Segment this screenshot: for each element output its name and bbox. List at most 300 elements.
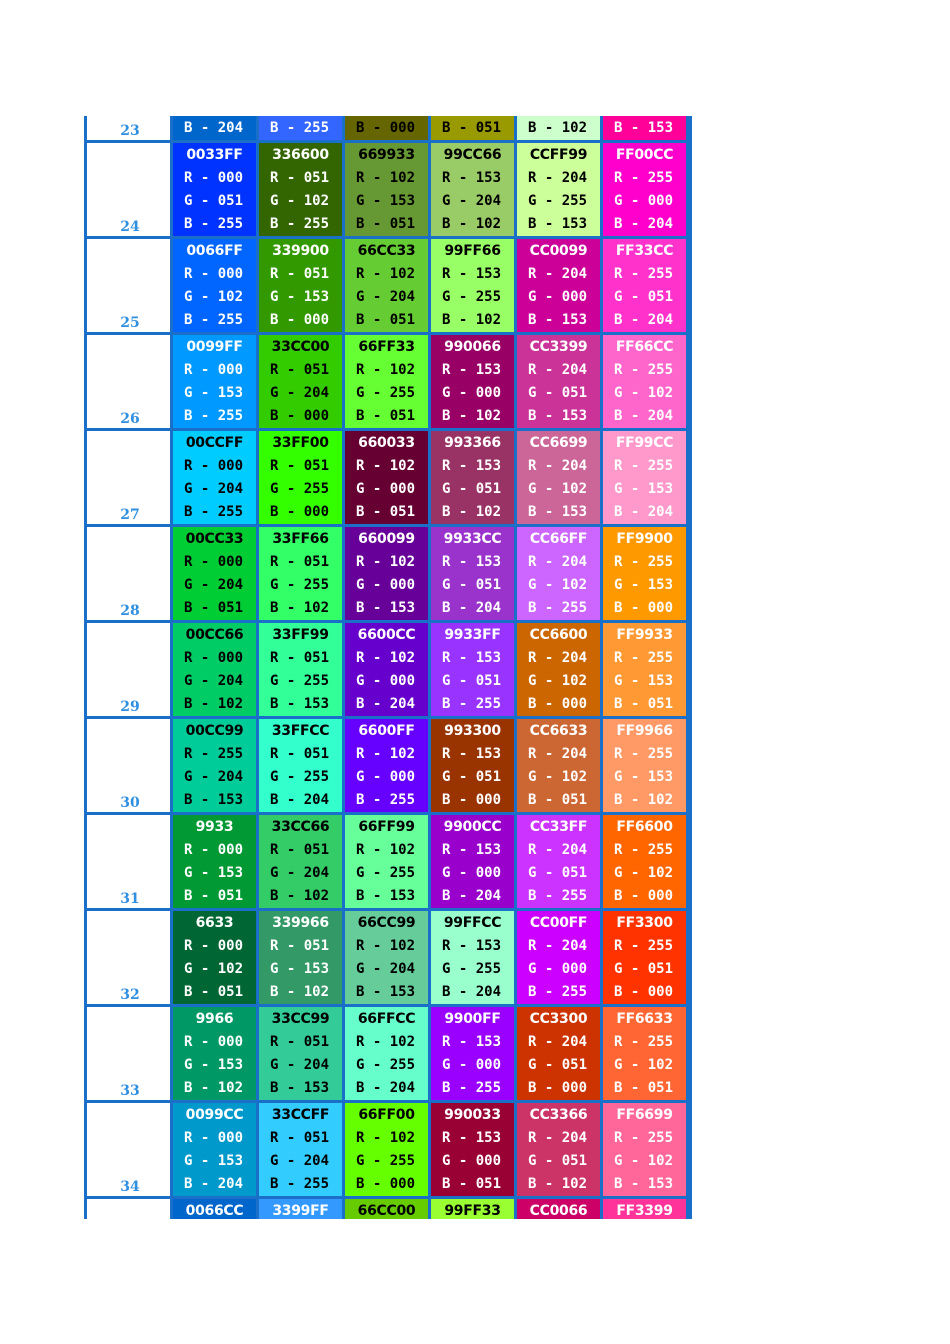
g-value: G - 204	[184, 673, 244, 689]
hex-code: 990066	[444, 339, 501, 355]
hex-code: FF6600	[616, 819, 673, 835]
color-swatch-cell	[345, 431, 428, 524]
r-value: R - 051	[270, 266, 330, 282]
g-value: G - 051	[614, 961, 674, 977]
r-value: R - 153	[442, 746, 502, 762]
hex-code: 99FF33	[444, 1203, 501, 1219]
g-value: G - 255	[442, 289, 502, 305]
r-value: R - 000	[184, 458, 244, 474]
color-swatch-cell	[517, 815, 600, 908]
r-value: R - 102	[356, 554, 416, 570]
g-value: G - 255	[270, 769, 330, 785]
g-value: G - 204	[270, 865, 330, 881]
color-swatch-cell	[259, 1199, 342, 1219]
b-value: B - 102	[528, 1176, 588, 1192]
b-value: B - 204	[614, 216, 674, 232]
color-swatch-cell	[259, 1007, 342, 1100]
b-value: B - 000	[270, 504, 330, 520]
g-value: G - 000	[442, 1057, 502, 1073]
g-value: G - 051	[442, 769, 502, 785]
r-value: R - 255	[614, 1034, 674, 1050]
b-value: B - 255	[184, 216, 244, 232]
color-swatch-cell	[259, 815, 342, 908]
row-number: 29	[120, 699, 140, 715]
b-value: B - 051	[442, 1176, 502, 1192]
row-number: 33	[120, 1083, 140, 1099]
b-value: B - 000	[614, 984, 674, 1000]
r-value: R - 051	[270, 842, 330, 858]
r-value: R - 255	[614, 170, 674, 186]
g-value: G - 000	[528, 961, 588, 977]
b-value: B - 204	[442, 600, 502, 616]
g-value: G - 051	[528, 1153, 588, 1169]
r-value: R - 255	[614, 650, 674, 666]
b-value: B - 204	[614, 408, 674, 424]
color-swatch-cell	[259, 335, 342, 428]
r-value: R - 153	[442, 1130, 502, 1146]
g-value: G - 000	[442, 385, 502, 401]
color-swatch-cell	[517, 335, 600, 428]
hex-code: CC6699	[529, 435, 588, 451]
g-value: G - 204	[184, 481, 244, 497]
b-value: B - 000	[614, 600, 674, 616]
column-divider	[514, 116, 517, 1219]
hex-code: FF33CC	[615, 243, 674, 259]
g-value: G - 000	[442, 865, 502, 881]
row-number: 24	[120, 219, 140, 235]
color-swatch-cell	[431, 527, 514, 620]
r-value: R - 102	[356, 650, 416, 666]
color-swatch-cell	[603, 719, 686, 812]
r-value: R - 153	[442, 650, 502, 666]
g-value: G - 153	[356, 193, 416, 209]
g-value: G - 255	[528, 193, 588, 209]
g-value: G - 000	[356, 481, 416, 497]
b-value: B - 000	[614, 888, 674, 904]
b-value: B - 153	[528, 504, 588, 520]
hex-code: 0066FF	[186, 243, 243, 259]
row-number-cell	[84, 1199, 173, 1219]
color-swatch-cell	[431, 815, 514, 908]
r-value: R - 051	[270, 458, 330, 474]
color-swatch-cell	[517, 116, 600, 140]
b-value: B - 153	[528, 216, 588, 232]
b-value: B - 204	[184, 1176, 244, 1192]
row-number: 23	[120, 123, 140, 139]
b-value: B - 255	[270, 120, 330, 136]
hex-code: 9933CC	[443, 531, 502, 547]
hex-code: 660099	[358, 531, 415, 547]
g-value: G - 153	[614, 769, 674, 785]
hex-code: 66CC33	[357, 243, 416, 259]
g-value: G - 000	[442, 1153, 502, 1169]
g-value: G - 255	[270, 577, 330, 593]
hex-code: 66CC99	[357, 915, 416, 931]
b-value: B - 153	[184, 792, 244, 808]
row-number-cell	[84, 335, 173, 428]
r-value: R - 153	[442, 170, 502, 186]
g-value: G - 102	[528, 673, 588, 689]
hex-code: CC3366	[529, 1107, 588, 1123]
b-value: B - 051	[184, 888, 244, 904]
b-value: B - 204	[356, 1080, 416, 1096]
hex-code: CC66FF	[529, 531, 588, 547]
g-value: G - 255	[356, 385, 416, 401]
g-value: G - 204	[270, 385, 330, 401]
r-value: R - 255	[614, 1130, 674, 1146]
r-value: R - 051	[270, 554, 330, 570]
g-value: G - 204	[184, 577, 244, 593]
color-swatch-cell	[603, 527, 686, 620]
color-swatch-cell	[603, 143, 686, 236]
color-swatch-cell	[603, 1007, 686, 1100]
color-swatch-cell	[345, 623, 428, 716]
r-value: R - 255	[614, 554, 674, 570]
r-value: R - 153	[442, 266, 502, 282]
hex-code: 33FF00	[272, 435, 329, 451]
b-value: B - 153	[356, 888, 416, 904]
b-value: B - 204	[442, 888, 502, 904]
r-value: R - 051	[270, 746, 330, 762]
b-value: B - 255	[528, 984, 588, 1000]
color-swatch-cell	[173, 116, 256, 140]
g-value: G - 102	[528, 481, 588, 497]
hex-code: 00CCFF	[185, 435, 244, 451]
b-value: B - 051	[356, 216, 416, 232]
b-value: B - 153	[528, 408, 588, 424]
color-swatch-cell	[431, 911, 514, 1004]
b-value: B - 102	[442, 312, 502, 328]
color-swatch-cell	[431, 1007, 514, 1100]
b-value: B - 204	[614, 504, 674, 520]
b-value: B - 255	[184, 408, 244, 424]
g-value: G - 102	[184, 961, 244, 977]
r-value: R - 204	[528, 842, 588, 858]
g-value: G - 000	[356, 577, 416, 593]
b-value: B - 102	[528, 120, 588, 136]
hex-code: 33FF99	[272, 627, 329, 643]
hex-code: 6600CC	[357, 627, 416, 643]
hex-code: FF3300	[616, 915, 673, 931]
hex-code: CC3399	[529, 339, 588, 355]
g-value: G - 000	[356, 769, 416, 785]
color-swatch-cell	[259, 431, 342, 524]
hex-code: 9966	[195, 1011, 234, 1027]
b-value: B - 000	[270, 312, 330, 328]
column-divider	[170, 116, 173, 1219]
b-value: B - 153	[614, 120, 674, 136]
row-number: 32	[120, 987, 140, 1003]
b-value: B - 000	[528, 1080, 588, 1096]
color-swatch-cell	[345, 1199, 428, 1219]
color-swatch-cell	[345, 1007, 428, 1100]
g-value: G - 102	[528, 577, 588, 593]
g-value: G - 153	[614, 481, 674, 497]
r-value: R - 000	[184, 650, 244, 666]
color-swatch-cell	[517, 1103, 600, 1196]
color-swatch-cell	[173, 815, 256, 908]
row-number-cell	[84, 431, 173, 524]
row-number-cell	[84, 1007, 173, 1100]
color-swatch-cell	[173, 1199, 256, 1219]
row-number: 27	[120, 507, 140, 523]
r-value: R - 255	[614, 842, 674, 858]
color-swatch-cell	[431, 431, 514, 524]
r-value: R - 255	[614, 362, 674, 378]
hex-code: 339900	[272, 243, 329, 259]
g-value: G - 255	[356, 1057, 416, 1073]
r-value: R - 255	[614, 746, 674, 762]
g-value: G - 255	[270, 481, 330, 497]
hex-code: 99CC66	[443, 147, 502, 163]
column-divider	[342, 116, 345, 1219]
g-value: G - 204	[356, 961, 416, 977]
hex-code: 00CC99	[185, 723, 244, 739]
color-swatch-cell	[431, 239, 514, 332]
column-divider	[256, 116, 259, 1219]
g-value: G - 204	[442, 193, 502, 209]
row-number-cell	[84, 116, 173, 140]
color-swatch-cell	[173, 911, 256, 1004]
g-value: G - 153	[184, 1153, 244, 1169]
color-swatch-cell	[517, 1199, 600, 1219]
r-value: R - 204	[528, 554, 588, 570]
row-number: 26	[120, 411, 140, 427]
g-value: G - 204	[270, 1153, 330, 1169]
b-value: B - 204	[356, 696, 416, 712]
hex-code: CC0099	[529, 243, 588, 259]
color-swatch-cell	[431, 719, 514, 812]
g-value: G - 153	[614, 673, 674, 689]
hex-code: 0033FF	[186, 147, 243, 163]
hex-code: 993366	[444, 435, 501, 451]
r-value: R - 000	[184, 266, 244, 282]
b-value: B - 102	[184, 696, 244, 712]
hex-code: 99FFCC	[443, 915, 502, 931]
r-value: R - 000	[184, 362, 244, 378]
b-value: B - 204	[614, 312, 674, 328]
row-number-cell	[84, 239, 173, 332]
g-value: G - 051	[528, 385, 588, 401]
hex-code: 00CC33	[185, 531, 244, 547]
b-value: B - 153	[528, 312, 588, 328]
b-value: B - 051	[356, 504, 416, 520]
r-value: R - 153	[442, 1034, 502, 1050]
row-number-cell	[84, 623, 173, 716]
hex-code: 0099FF	[186, 339, 243, 355]
b-value: B - 255	[270, 216, 330, 232]
r-value: R - 102	[356, 266, 416, 282]
g-value: G - 000	[528, 289, 588, 305]
color-swatch-cell	[431, 335, 514, 428]
b-value: B - 000	[442, 792, 502, 808]
g-value: G - 051	[442, 577, 502, 593]
color-swatch-cell	[173, 239, 256, 332]
r-value: R - 000	[184, 1130, 244, 1146]
g-value: G - 153	[270, 289, 330, 305]
hex-code: 00CC66	[185, 627, 244, 643]
hex-code: 66FF99	[358, 819, 415, 835]
hex-code: 0099CC	[185, 1107, 244, 1123]
b-value: B - 051	[184, 600, 244, 616]
color-swatch-cell	[431, 1199, 514, 1219]
color-swatch-cell	[517, 527, 600, 620]
hex-code: 33CC66	[271, 819, 330, 835]
r-value: R - 255	[614, 458, 674, 474]
hex-code: 6633	[195, 915, 234, 931]
r-value: R - 102	[356, 938, 416, 954]
r-value: R - 000	[184, 842, 244, 858]
b-value: B - 255	[184, 312, 244, 328]
hex-code: 99FF66	[444, 243, 501, 259]
color-swatch-cell	[259, 911, 342, 1004]
g-value: G - 153	[270, 961, 330, 977]
row-number: 31	[120, 891, 140, 907]
hex-code: 33CC00	[271, 339, 330, 355]
row-number: 34	[120, 1179, 140, 1195]
hex-code: 990033	[444, 1107, 501, 1123]
g-value: G - 102	[270, 193, 330, 209]
hex-code: 66FF33	[358, 339, 415, 355]
row-number-cell	[84, 527, 173, 620]
color-swatch-cell	[517, 1007, 600, 1100]
hex-code: 33CCFF	[271, 1107, 330, 1123]
color-swatch-cell	[259, 719, 342, 812]
color-swatch-cell	[173, 431, 256, 524]
color-swatch-cell	[259, 623, 342, 716]
hex-code: 3399FF	[272, 1203, 329, 1219]
r-value: R - 153	[442, 362, 502, 378]
g-value: G - 255	[356, 865, 416, 881]
color-swatch-cell	[345, 116, 428, 140]
hex-code: 33CC99	[271, 1011, 330, 1027]
g-value: G - 051	[442, 673, 502, 689]
r-value: R - 204	[528, 746, 588, 762]
hex-code: 33FFCC	[271, 723, 330, 739]
b-value: B - 000	[356, 120, 416, 136]
color-swatch-cell	[431, 116, 514, 140]
r-value: R - 255	[614, 266, 674, 282]
color-swatch-cell	[259, 143, 342, 236]
b-value: B - 153	[356, 984, 416, 1000]
b-value: B - 051	[356, 408, 416, 424]
g-value: G - 102	[614, 1057, 674, 1073]
hex-code: 9933	[195, 819, 234, 835]
column-divider	[689, 116, 692, 1219]
color-chart-table	[84, 116, 692, 1219]
r-value: R - 204	[528, 266, 588, 282]
g-value: G - 102	[614, 1153, 674, 1169]
b-value: B - 000	[356, 1176, 416, 1192]
b-value: B - 051	[442, 120, 502, 136]
hex-code: CC6633	[529, 723, 588, 739]
r-value: R - 204	[528, 1034, 588, 1050]
g-value: G - 255	[270, 673, 330, 689]
g-value: G - 153	[184, 385, 244, 401]
r-value: R - 153	[442, 842, 502, 858]
hex-code: 660033	[358, 435, 415, 451]
color-swatch-cell	[517, 911, 600, 1004]
color-swatch-cell	[173, 719, 256, 812]
row-number-cell	[84, 911, 173, 1004]
color-swatch-cell	[603, 431, 686, 524]
color-swatch-cell	[259, 527, 342, 620]
r-value: R - 255	[184, 746, 244, 762]
r-value: R - 051	[270, 362, 330, 378]
g-value: G - 153	[184, 1057, 244, 1073]
r-value: R - 102	[356, 746, 416, 762]
g-value: G - 102	[614, 385, 674, 401]
row-number: 25	[120, 315, 140, 331]
hex-code: FF9900	[616, 531, 673, 547]
color-swatch-cell	[173, 527, 256, 620]
b-value: B - 051	[356, 312, 416, 328]
r-value: R - 204	[528, 362, 588, 378]
r-value: R - 102	[356, 458, 416, 474]
color-swatch-cell	[431, 1103, 514, 1196]
r-value: R - 102	[356, 842, 416, 858]
color-swatch-cell	[259, 239, 342, 332]
b-value: B - 153	[270, 696, 330, 712]
color-swatch-cell	[259, 1103, 342, 1196]
b-value: B - 051	[614, 1080, 674, 1096]
b-value: B - 051	[184, 984, 244, 1000]
b-value: B - 153	[614, 1176, 674, 1192]
column-divider	[600, 116, 603, 1219]
r-value: R - 000	[184, 1034, 244, 1050]
b-value: B - 051	[614, 696, 674, 712]
hex-code: CC3300	[529, 1011, 588, 1027]
hex-code: 66FF00	[358, 1107, 415, 1123]
g-value: G - 102	[614, 865, 674, 881]
r-value: R - 204	[528, 1130, 588, 1146]
b-value: B - 000	[528, 696, 588, 712]
color-swatch-cell	[345, 335, 428, 428]
b-value: B - 102	[270, 984, 330, 1000]
color-swatch-cell	[603, 1199, 686, 1219]
hex-code: CC33FF	[529, 819, 588, 835]
g-value: G - 204	[184, 769, 244, 785]
hex-code: FF3399	[616, 1203, 673, 1219]
b-value: B - 000	[270, 408, 330, 424]
color-swatch-cell	[517, 623, 600, 716]
b-value: B - 255	[528, 600, 588, 616]
r-value: R - 000	[184, 170, 244, 186]
color-swatch-cell	[173, 1103, 256, 1196]
hex-code: 993300	[444, 723, 501, 739]
r-value: R - 204	[528, 458, 588, 474]
b-value: B - 102	[442, 504, 502, 520]
column-divider	[428, 116, 431, 1219]
r-value: R - 051	[270, 650, 330, 666]
g-value: G - 051	[442, 481, 502, 497]
hex-code: CC0066	[529, 1203, 588, 1219]
b-value: B - 255	[442, 1080, 502, 1096]
hex-code: 33FF66	[272, 531, 329, 547]
r-value: R - 153	[442, 554, 502, 570]
g-value: G - 102	[184, 289, 244, 305]
color-swatch-cell	[431, 623, 514, 716]
color-swatch-cell	[603, 911, 686, 1004]
r-value: R - 204	[528, 938, 588, 954]
color-swatch-cell	[517, 143, 600, 236]
b-value: B - 255	[270, 1176, 330, 1192]
hex-code: 6600FF	[358, 723, 415, 739]
b-value: B - 102	[442, 408, 502, 424]
r-value: R - 102	[356, 1130, 416, 1146]
g-value: G - 000	[356, 673, 416, 689]
color-swatch-cell	[603, 623, 686, 716]
